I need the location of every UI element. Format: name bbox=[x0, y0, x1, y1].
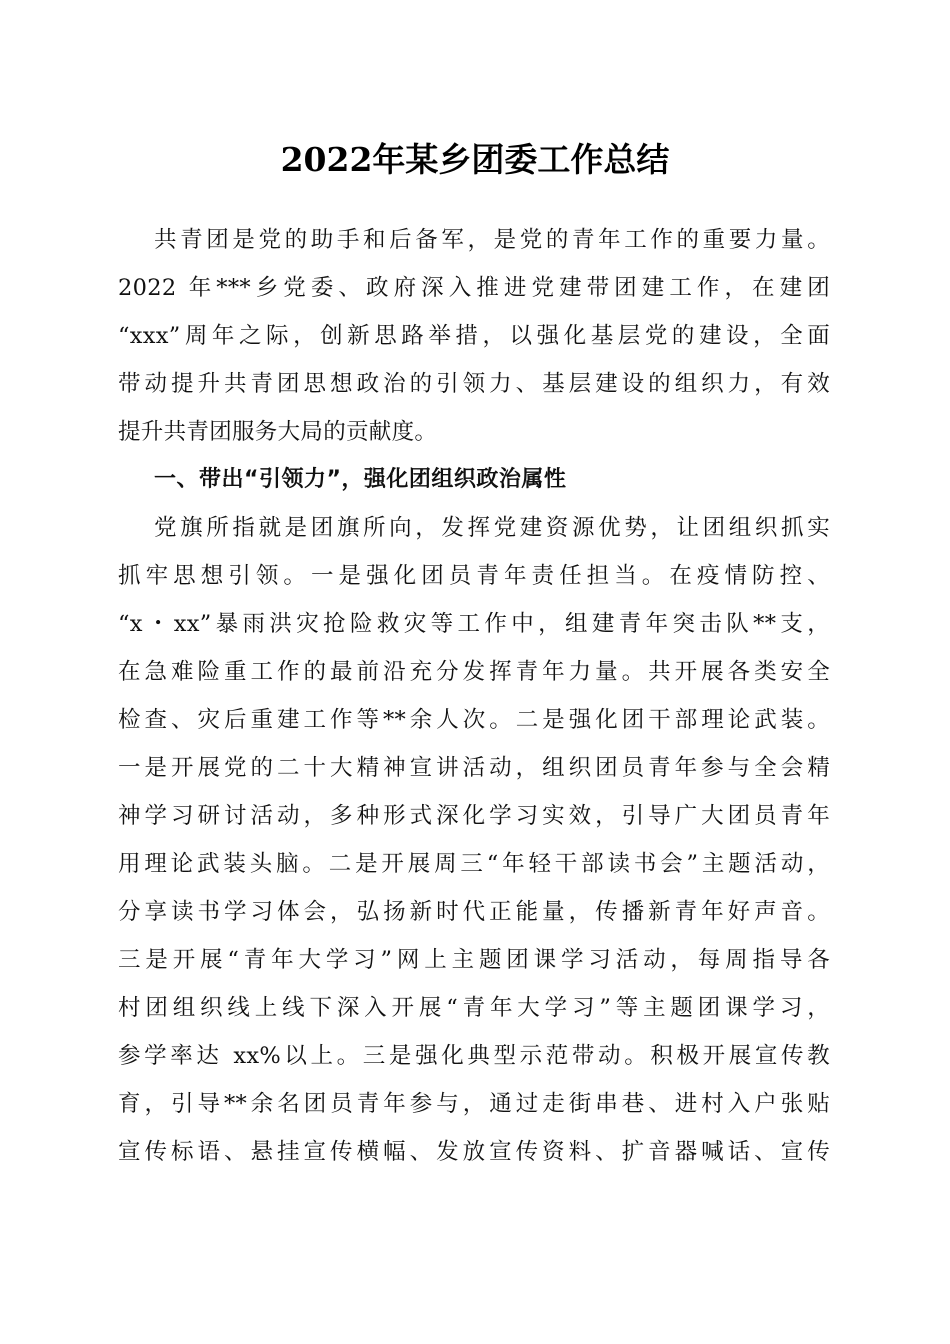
paragraph-line: 分享读书学习体会，弘扬新时代正能量，传播新青年好声音。 bbox=[118, 899, 830, 925]
paragraph-line: 村团组织线上线下深入开展“青年大学习”等主题团课学习， bbox=[118, 995, 830, 1021]
paragraph-line: 党旗所指就是团旗所向，发挥党建资源优势，让团组织抓实 bbox=[154, 515, 830, 541]
paragraph-line: 2022 年***乡党委、政府深入推进党建带团建工作，在建团 bbox=[118, 275, 830, 301]
paragraph-line: 三是开展“青年大学习”网上主题团课学习活动，每周指导各 bbox=[118, 947, 830, 973]
paragraph-line: 一是开展党的二十大精神宣讲活动，组织团员青年参与全会精 bbox=[118, 755, 830, 781]
paragraph-line: 神学习研讨活动，多种形式深化学习实效，引导广大团员青年 bbox=[118, 803, 830, 829]
document-title: 2022年某乡团委工作总结 bbox=[280, 140, 670, 179]
document-body bbox=[118, 216, 830, 1176]
paragraph-line: 在急难险重工作的最前沿充分发挥青年力量。共开展各类安全 bbox=[118, 659, 830, 685]
paragraph-line: 抓牢思想引领。一是强化团员青年责任担当。在疫情防控、 bbox=[118, 563, 830, 589]
paragraph-line: 用理论武装头脑。二是开展周三“年轻干部读书会”主题活动， bbox=[118, 851, 830, 877]
paragraph-line: 宣传标语、悬挂宣传横幅、发放宣传资料、扩音器喊话、宣传 bbox=[118, 1139, 830, 1165]
section-heading: 一、带出“引领力”，强化团组织政治属性 bbox=[154, 467, 567, 492]
paragraph-line: 提升共青团服务大局的贡献度。 bbox=[118, 419, 438, 445]
paragraph-line: 带动提升共青团思想政治的引领力、基层建设的组织力，有效 bbox=[118, 371, 830, 397]
paragraph-line: “x・xx”暴雨洪灾抢险救灾等工作中，组建青年突击队**支， bbox=[118, 611, 830, 637]
paragraph-line: 育，引导**余名团员青年参与，通过走街串巷、进村入户张贴 bbox=[118, 1091, 830, 1117]
paragraph-line: 参学率达 xx%以上。三是强化典型示范带动。积极开展宣传教 bbox=[118, 1043, 830, 1069]
paragraph-line: 检查、灾后重建工作等**余人次。二是强化团干部理论武装。 bbox=[118, 707, 830, 733]
paragraph-line: 共青团是党的助手和后备军，是党的青年工作的重要力量。 bbox=[154, 227, 830, 253]
paragraph-line: “xxx”周年之际，创新思路举措，以强化基层党的建设，全面 bbox=[118, 323, 830, 349]
